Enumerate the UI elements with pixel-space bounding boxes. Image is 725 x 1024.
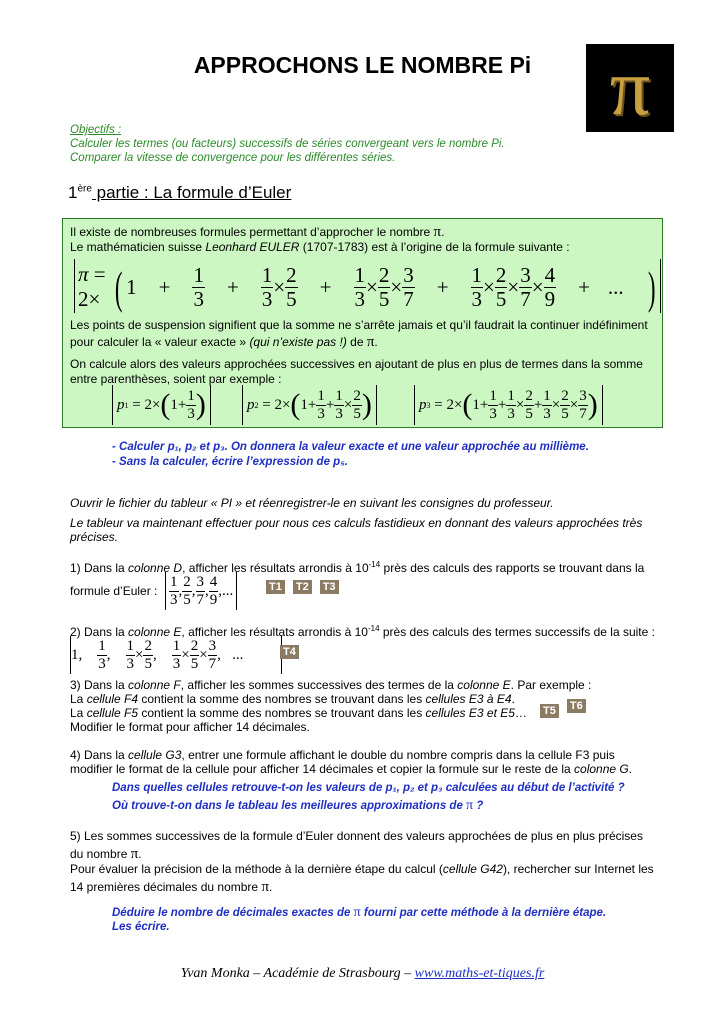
objectives: [70, 123, 505, 165]
box-line6: entre parenthèses, soient par exemple :: [70, 372, 282, 386]
objectives-label: Objectifs :: [70, 124, 122, 136]
question-write: Les écrire.: [112, 921, 170, 933]
step5-line3: Pour évaluer la précision de la méthode à la dernière étape du calcul (cellule G42), rechercher sur Internet les: [70, 862, 654, 876]
page-title: APPROCHONS LE NOMBRE Pi: [193, 52, 532, 78]
part-heading: [68, 183, 291, 203]
p3-formula: p 3 = 2× ( 1+ $\frac{1}{3}$ + $\frac{1}{3}$ × $\frac{2}{5}$ + $\frac{1}{3}$ × $\frac{2}{5}$ × $\frac{3}{7}$ ): [414, 385, 603, 425]
step1-euler-label: formule d’Euler :: [70, 584, 158, 598]
tag-t2[interactable]: T2: [293, 580, 312, 594]
step4-line1: 4) Dans la cellule G3, entrer une formule affichant le double du nombre compris dans la cellule F3 puis: [70, 748, 615, 762]
step5-line1: 5) Les sommes successives de la formule d’Euler donnent des valeurs approchées de plus en plus précises: [70, 829, 643, 843]
p1-formula: p 1 = 2× ( 1+ $\frac{1}{3}$ ): [112, 385, 211, 425]
step2-tags: [280, 644, 299, 659]
box-line5: On calcule alors des valeurs approchées successives en ajoutant de plus en plus de termes dans la somme: [70, 357, 643, 371]
footer: [0, 966, 725, 982]
objective-2: Comparer la vitesse de convergence pour les différentes séries.: [70, 152, 396, 164]
pi-logo: [586, 44, 674, 132]
tag-t6[interactable]: T6: [567, 699, 586, 713]
step1-ratios: $\frac{1}{3}$ , $\frac{2}{5}$ , $\frac{3}{7}$ , $\frac{4}{9}$ ,...: [165, 572, 237, 610]
open-file-line3: précises.: [70, 530, 119, 544]
open-file-line2: Le tableur va maintenant effectuer pour nous ces calculs fastidieux en donnant des valeurs approchées très: [70, 516, 643, 530]
tag-t4[interactable]: T4: [280, 645, 299, 659]
footer-text: Yvan Monka – Académie de Strasbourg –: [180, 966, 415, 981]
step5-line4: 14 premières décimales du nombre π.: [70, 879, 273, 895]
tag-t5[interactable]: T5: [540, 704, 559, 718]
step3-line3: La cellule F5 contient la somme des nombres se trouvant dans les cellules E3 et E5…: [70, 706, 527, 720]
euler-formula: π = 2× ( 1 + $\frac{1}{3}$ + $\frac{1}{3}$ × $\frac{2}{5}$ + $\frac{1}{3}$ × $\frac{2}{5}$ × $\frac{3}{7}$ + $\frac{1}{3}$ × $\frac{2}{5}$ × $\frac{3}{7}$ × $\frac{4}{9}$ + ... ): [74, 259, 659, 315]
pi-glyph: π: [609, 44, 651, 132]
question-best-approx: Où trouve-t-on dans le tableau les meilleures approximations de π ?: [112, 798, 484, 813]
part-number: 1: [68, 183, 78, 202]
box-line2: Le mathématicien suisse Leonhard EULER (1707-1783) est à l’origine de la formule suivante :: [70, 240, 570, 254]
part-title: partie : La formule d’Euler: [91, 183, 292, 202]
step2-text: 2) Dans la colonne E, afficher les résultats arrondis à $10^{-14}$ près des calculs des termes successifs de la suite :: [70, 624, 655, 639]
step3-line1: 3) Dans la colonne F, afficher les sommes successives des termes de la colonne E. Par exemple :: [70, 678, 592, 692]
tag-t1[interactable]: T1: [266, 580, 285, 594]
box-line1: Il existe de nombreuses formules permettant d’approcher le nombre π.: [70, 224, 445, 240]
step1-text: 1) Dans la colonne D, afficher les résultats arrondis à $10^{-14}$ près des calculs des rapports se trouvant dans la: [70, 560, 645, 575]
step5-line2: du nombre π.: [70, 846, 142, 862]
question-decimals: Déduire le nombre de décimales exactes de π fourni par cette méthode à la dernière étape.: [112, 905, 607, 920]
step2-terms: 1, $\frac{1}{3}$ , $\frac{1}{3}$ × $\frac{2}{5}$ , $\frac{1}{3}$ × $\frac{2}{5}$ × $\frac{3}{7}$ , ...: [70, 636, 282, 674]
step3-line2: La cellule F4 contient la somme des nombres se trouvant dans les cellules E3 à E4.: [70, 692, 515, 706]
box-line3: Les points de suspension signifient que la somme ne s’arrête jamais et qu’il faudrait la continuer indéfiniment: [70, 318, 648, 332]
objective-1: Calculer les termes (ou facteurs) successifs de séries convergeant vers le nombre Pi.: [70, 138, 505, 150]
footer-link[interactable]: www.maths-et-tiques.fr: [414, 966, 545, 981]
step3-tags: [532, 700, 586, 718]
p2-formula: p 2 = 2× ( 1+ $\frac{1}{3}$ + $\frac{1}{3}$ × $\frac{2}{5}$ ): [242, 385, 377, 425]
part-sup: ère: [77, 183, 92, 195]
step1-tags: [258, 579, 339, 594]
question-p5: - Sans la calculer, écrire l’expression de p₅.: [112, 456, 348, 468]
tag-t3[interactable]: T3: [320, 580, 339, 594]
question-cells: Dans quelles cellules retrouve-t-on les valeurs de p₁, p₂ et p₃ calculées au début de l’activité ?: [112, 782, 625, 794]
step3-line4: Modifier le format pour afficher 14 décimales.: [70, 720, 310, 734]
box-line4: pour calculer la « valeur exacte » (qui n’existe pas !) de π.: [70, 334, 378, 350]
question-p123: - Calculer p₁, p₂ et p₃. On donnera la valeur exacte et une valeur approchée au millième.: [112, 441, 589, 453]
open-file-instruction: Ouvrir le fichier du tableur « PI » et réenregistrer-le en suivant les consignes du professeur.: [70, 496, 554, 510]
step4-line2: modifier le format de la cellule pour afficher 14 décimales et copier la formule sur le reste de la colonne G.: [70, 762, 633, 776]
